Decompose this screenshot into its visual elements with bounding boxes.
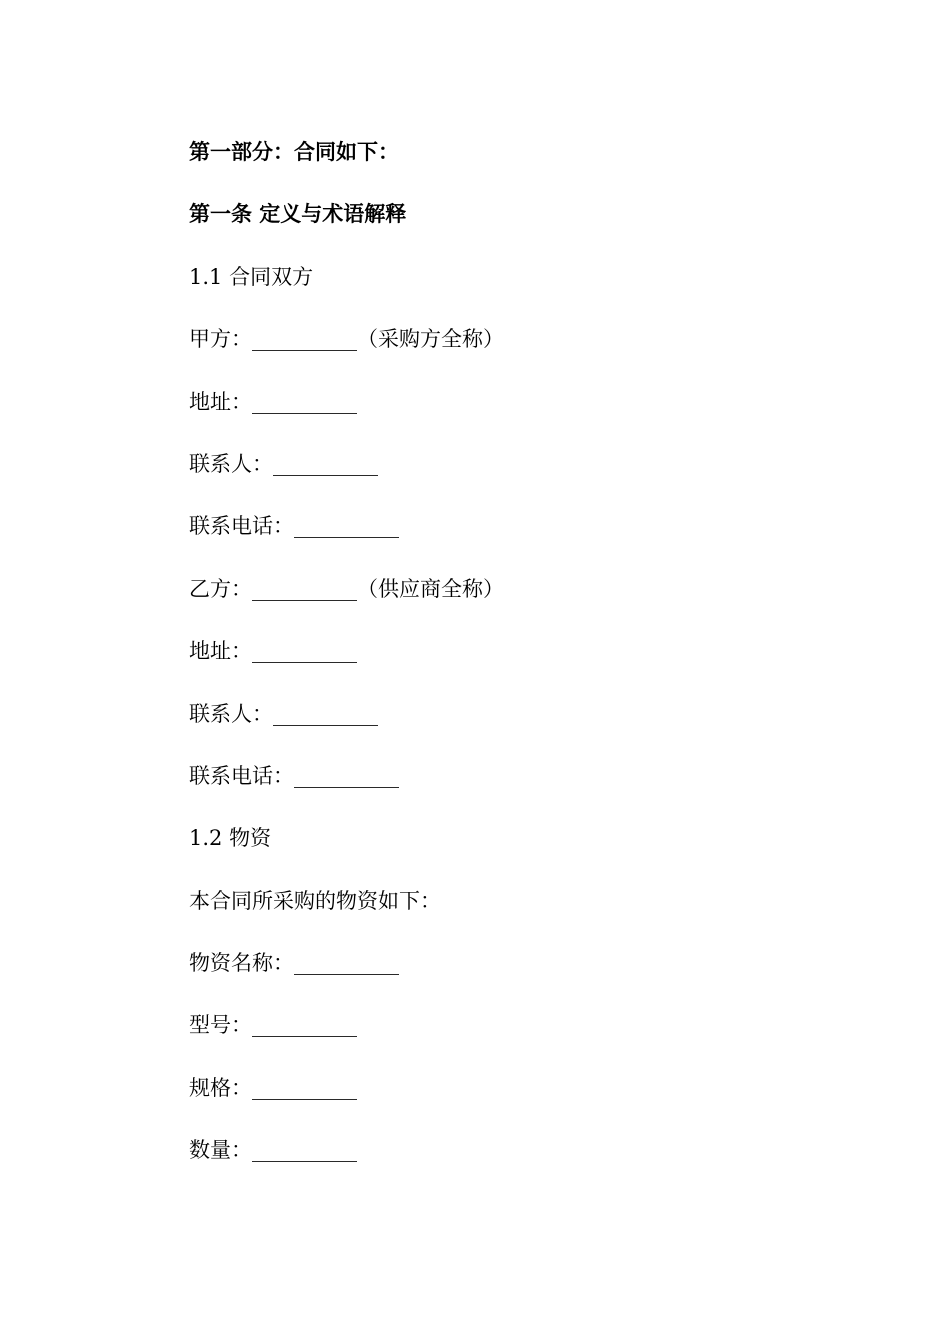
party-a-phone-field: 联系电话：__________ [189, 514, 399, 539]
party-a-contact-field: 联系人：__________ [189, 451, 378, 476]
party-b-contact-field: 联系人：__________ [189, 701, 378, 726]
section-1-2-title: 1.2 物资 [189, 826, 272, 851]
materials-intro: 本合同所采购的物资如下： [189, 888, 441, 913]
material-name-field: 物资名称：__________ [189, 951, 399, 976]
party-a-address-field: 地址：__________ [189, 389, 357, 414]
party-b-address-field: 地址：__________ [189, 639, 357, 664]
model-field: 型号：__________ [189, 1013, 357, 1038]
document-body [189, 128, 829, 1189]
quantity-field: 数量：__________ [189, 1138, 357, 1163]
party-b-field: 乙方：__________（供应商全称） [189, 576, 504, 601]
section-1-1-title: 1.1 合同双方 [189, 264, 314, 289]
party-b-phone-field: 联系电话：__________ [189, 763, 399, 788]
part-heading: 第一部分：合同如下： [189, 140, 399, 164]
specification-field: 规格：__________ [189, 1075, 357, 1100]
article-heading: 第一条 定义与术语解释 [189, 202, 407, 227]
party-a-field: 甲方：__________（采购方全称） [189, 327, 504, 352]
